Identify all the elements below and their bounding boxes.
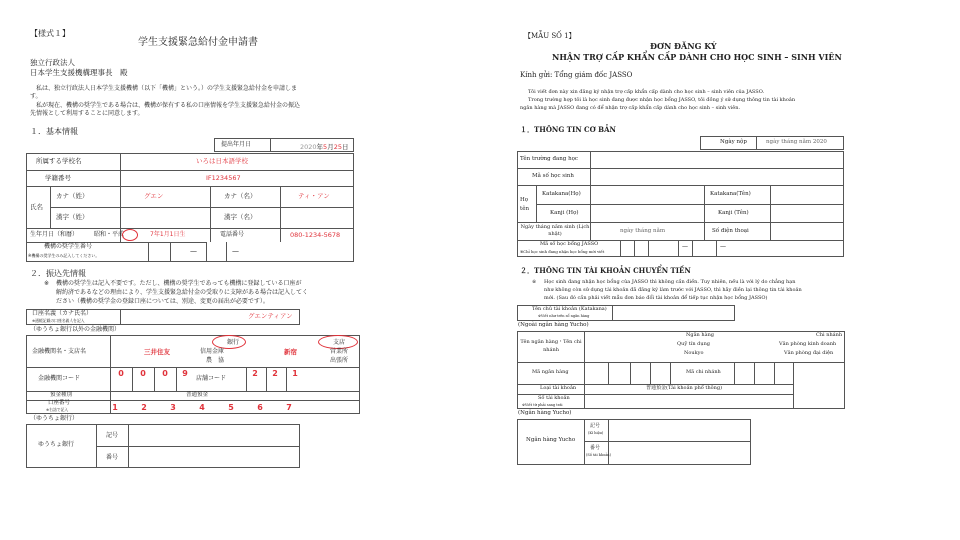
intro-line-3: 私が現在、機構の奨学生である場合は、機構が保有する私の口座情報を学生支援緊急給付金の振込 bbox=[36, 102, 301, 109]
kana-family-value[interactable]: グエン bbox=[144, 192, 164, 200]
branch-code-digit[interactable]: 2 bbox=[252, 369, 258, 378]
kana-given-label: カナ（名） bbox=[224, 192, 257, 200]
school-value[interactable]: いろは日本語学校 bbox=[196, 157, 248, 165]
section2-title: ２．振込先情報 bbox=[30, 269, 86, 278]
bank-type-credit: Quỹ tín dụng bbox=[677, 341, 710, 347]
birth-label: Ngày tháng năm sinh (Lịch nhật) bbox=[520, 224, 590, 237]
form-tag: 【MẪU SỐ 1】 bbox=[524, 32, 576, 40]
bank-code-label: Mã ngân hàng bbox=[532, 369, 569, 375]
yucho-kigo-sub: (Kí hiệu) bbox=[588, 431, 604, 435]
intro-line-1: Tôi viết đơn này xin đăng ký nhận trợ cấp khẩn cấp dành cho học sinh – sinh viên của JASSO. bbox=[528, 89, 765, 95]
birth-value[interactable]: 7年1月1日生 bbox=[150, 231, 186, 238]
account-name-value[interactable]: グエンティアン bbox=[248, 312, 293, 320]
account-number-label: 口座番号 bbox=[48, 400, 71, 406]
account-number-label: Số tài khoản bbox=[538, 395, 570, 401]
section2-note-line-2: 解約済であるなどの理由により、学生支援緊急給付金の受取りに支障がある場合は記入してく bbox=[56, 289, 309, 296]
bank-code-digit[interactable]: 0 bbox=[118, 369, 124, 378]
account-number-sub: ※右詰で記入 bbox=[46, 407, 69, 412]
katakana-given-label: Katakana(Tên) bbox=[710, 191, 751, 197]
account-name-sub: ※通帳記載の口座名義人を記入 bbox=[32, 318, 85, 323]
student-number-label: 学籍番号 bbox=[45, 174, 71, 182]
birth-value[interactable]: ngày tháng năm bbox=[620, 228, 666, 234]
branch-code-label: 店舗コード bbox=[196, 375, 227, 382]
section2-note-line-2: như không còn sử dụng tài khoản đã đăng ký làm trước với JASSO, thì hãy điền lại thông tin tài khoản bbox=[544, 287, 802, 293]
bank-type-bank: Ngân hàng bbox=[686, 332, 714, 338]
branch-value[interactable]: 新宿 bbox=[284, 348, 297, 356]
yucho-label: ゆうちょ銀行 bbox=[38, 441, 75, 448]
intro-line-2: Trong trường hợp tôi là học sinh đang được nhận học bổng JASSO, tôi đồng ý sử dụng thông tin tài khoản bbox=[528, 97, 796, 103]
other-bank-caption: (Ngoài ngân hàng Yucho) bbox=[518, 322, 589, 328]
bank-type-selected-circle bbox=[212, 335, 246, 349]
name-label: Họ tên bbox=[520, 197, 530, 212]
deposit-type-label: 預金種別 bbox=[50, 392, 73, 398]
section2-title: ２．THÔNG TIN TÀI KHOẢN CHUYỂN TIỀN bbox=[520, 266, 691, 275]
student-number-label: Mã số học sinh bbox=[532, 173, 574, 179]
account-number-digit[interactable]: 2 bbox=[141, 403, 147, 412]
account-name-label: 口座名義（カナ氏名） bbox=[32, 310, 93, 317]
birth-era-options: 昭和・平成 bbox=[94, 231, 125, 238]
addressee-line-2: 日本学生支援機構理事長 殿 bbox=[30, 68, 128, 77]
account-number-digit[interactable]: 7 bbox=[286, 403, 292, 412]
submission-date-label: 提出年月日 bbox=[221, 141, 252, 148]
form-title-line-1: ĐƠN ĐĂNG KÝ bbox=[650, 41, 717, 51]
account-holder-label: Tên chủ tài khoản (Katakana) bbox=[532, 306, 607, 312]
section2-note-line-1: 機構の奨学生は記入不要です。ただし、機構の奨学生であっても機構に登録している口座が bbox=[56, 280, 302, 287]
bank-type-bank: 銀行 bbox=[227, 339, 240, 346]
yucho-caption: （ゆうちょ銀行） bbox=[30, 415, 79, 422]
account-number-digit[interactable]: 4 bbox=[199, 403, 205, 412]
yucho-caption: (Ngân hàng Yucho) bbox=[518, 410, 572, 416]
branch-type-agency: Văn phòng đại diện bbox=[784, 350, 834, 356]
branch-type-office: Văn phòng kinh doanh bbox=[779, 341, 837, 347]
bank-code-digit[interactable]: 0 bbox=[140, 369, 146, 378]
yucho-label: Ngân hàng Yucho bbox=[526, 437, 576, 443]
scholarship-number-label: Mã số học bổng JASSO bbox=[540, 241, 599, 247]
branch-type-office: 営業所 bbox=[330, 348, 349, 355]
branch-code-label: Mã chi nhánh bbox=[686, 369, 721, 375]
branch-type-branch: 支店 bbox=[333, 339, 346, 346]
name-label: 氏名 bbox=[30, 203, 43, 211]
branch-type-selected-circle bbox=[318, 335, 358, 349]
other-bank-caption: （ゆうちょ銀行以外の金融機関） bbox=[30, 326, 121, 333]
yucho-bango-sub: (Số tài khoản) bbox=[586, 453, 611, 457]
account-number-digit[interactable]: 1 bbox=[112, 403, 118, 412]
bank-type-coop: Noukyo bbox=[684, 350, 704, 356]
phone-label: 電話番号 bbox=[220, 231, 245, 238]
yucho-kigo-label: 記号 bbox=[590, 423, 601, 429]
school-label: 所属する学校名 bbox=[36, 157, 82, 165]
intro-line-4: 先情報として利用することに同意します。 bbox=[30, 110, 144, 117]
intro-line-1: 私は、独立行政法人日本学生支援機構（以下「機構」という。）の学生支援緊急給付金を申請しま bbox=[36, 85, 298, 92]
yucho-bango-label: 番号 bbox=[106, 454, 119, 461]
kanji-family-label: 漢字（姓） bbox=[56, 213, 89, 221]
school-label: Tên trường đang học bbox=[520, 156, 578, 162]
deposit-type-value: 普通預金 bbox=[186, 392, 209, 398]
phone-value[interactable]: 080-1234-5678 bbox=[290, 231, 341, 239]
section2-note-mark: ※ bbox=[532, 279, 537, 285]
form-title: 学生支援緊急給付金申請書 bbox=[138, 37, 258, 48]
section2-note-mark: ※ bbox=[44, 280, 50, 287]
submission-date-value[interactable]: 2020年5月25日 bbox=[300, 143, 349, 151]
bank-code-label: 金融機関コード bbox=[38, 375, 81, 382]
bank-type-coop: 農 協 bbox=[206, 357, 225, 364]
scholarship-number-note: ※Chỉ học sinh đang nhận học bổng mới viết bbox=[520, 249, 605, 254]
submission-date-value[interactable]: ngày tháng năm 2020 bbox=[766, 139, 827, 145]
scholarship-number-label: 機構の奨学生番号 bbox=[44, 243, 93, 250]
scholarship-number-dash: — bbox=[720, 243, 726, 250]
section2-note-line-3: mới. (Sau đó cần phải viết mẫu đơn báo đổi tài khoản để tiếp tục nhận học bổng JASSO) bbox=[544, 295, 768, 301]
scholarship-number-dash: — bbox=[232, 247, 239, 255]
section2-note-line-3: ださい（機構の奨学金の登録口座については、別途、変更の届出が必要です）。 bbox=[56, 298, 269, 305]
scholarship-number-dash: — bbox=[190, 247, 197, 255]
era-selected-circle bbox=[122, 229, 138, 241]
branch-type-agency: 出張所 bbox=[330, 357, 349, 364]
account-number-sub: ※Viết từ phải sang trái bbox=[522, 403, 563, 407]
phone-label: Số điện thoại bbox=[712, 228, 749, 234]
submission-date-label: Ngày nộp bbox=[720, 139, 747, 145]
account-type-value: 普通預金(Tài khoản phổ thông) bbox=[646, 385, 723, 391]
bank-value[interactable]: 三井住友 bbox=[144, 348, 170, 356]
student-number-value[interactable]: IF1234567 bbox=[206, 174, 241, 182]
branch-code-digit[interactable]: 2 bbox=[272, 369, 278, 378]
salutation: Kính gửi: Tổng giám đốc JASSO bbox=[520, 71, 633, 79]
section2-note-line-1: Học sinh đang nhận học bổng của JASSO thì không cần điền. Tuy nhiên, nếu là với lý do chẳng hạn bbox=[544, 279, 796, 285]
bank-label: 金融機関名・支店名 bbox=[32, 348, 87, 355]
kanji-family-label: Kanji (Họ) bbox=[550, 210, 579, 216]
intro-line-3: ngân hàng mà JASSO đang có để nhận trợ cấp khẩn cấp dành cho học sinh – sinh viên. bbox=[520, 105, 741, 111]
account-type-label: Loại tài khoản bbox=[540, 385, 577, 391]
account-number-digit[interactable]: 5 bbox=[228, 403, 234, 412]
form-tag: 【様式１】 bbox=[30, 29, 70, 38]
intro-line-2: す。 bbox=[30, 93, 42, 100]
bank-code-digit[interactable]: 9 bbox=[182, 369, 188, 378]
addressee-line-1: 独立行政法人 bbox=[30, 58, 75, 67]
branch-type-branch: Chi nhánh bbox=[816, 332, 843, 338]
section1-title: １．THÔNG TIN CƠ BẢN bbox=[520, 125, 616, 134]
bank-code-digit[interactable]: 0 bbox=[162, 369, 168, 378]
katakana-family-label: Katakana(Họ) bbox=[542, 191, 581, 197]
kana-family-label: カナ（姓） bbox=[56, 192, 89, 200]
yucho-bango-label: 番号 bbox=[590, 445, 601, 451]
bank-label: Tên ngân hàng・Tên chi nhánh bbox=[520, 339, 582, 353]
account-number-digit[interactable]: 6 bbox=[257, 403, 263, 412]
birth-label: 生年月日（和暦） bbox=[30, 231, 79, 238]
yucho-kigo-label: 記号 bbox=[106, 432, 119, 439]
form-title-line-2: NHẬN TRỢ CẤP KHẨN CẤP DÀNH CHO HỌC SINH – SINH VIÊN bbox=[552, 52, 842, 62]
branch-code-digit[interactable]: 1 bbox=[292, 369, 298, 378]
kanji-given-label: Kanji (Tên) bbox=[718, 210, 749, 216]
scholarship-number-dash: — bbox=[682, 243, 688, 250]
bank-type-credit: 信用金庫 bbox=[200, 348, 225, 355]
account-number-digit[interactable]: 3 bbox=[170, 403, 176, 412]
account-holder-sub: ※Viết như trên sổ ngân hàng bbox=[538, 314, 590, 318]
kana-given-value[interactable]: ティ・アン bbox=[298, 192, 330, 200]
section1-title: １．基本情報 bbox=[30, 127, 78, 136]
kanji-given-label: 漢字（名） bbox=[224, 213, 257, 221]
vietnamese-form-page bbox=[480, 0, 960, 540]
scholarship-number-note: ※機構の奨学生のみ記入してください。 bbox=[28, 253, 100, 258]
